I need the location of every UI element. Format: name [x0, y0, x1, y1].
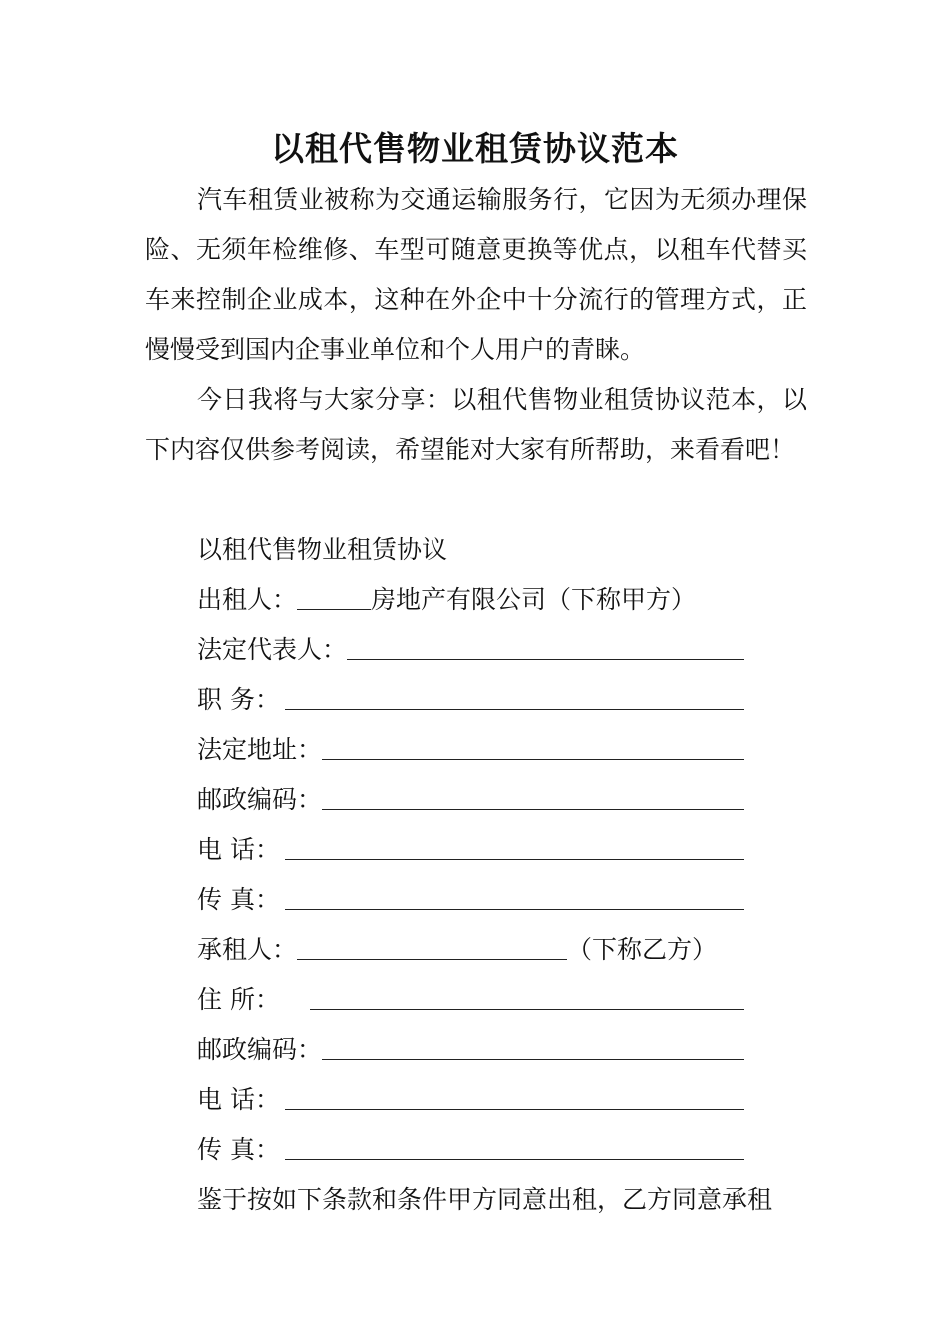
lessee-fax-line	[197, 1125, 744, 1175]
lessor-postcode-line	[197, 775, 744, 825]
field-label: 职 务：	[197, 685, 280, 714]
lessee-phone-line	[197, 1075, 744, 1125]
fill-blank	[310, 975, 744, 1010]
field-label: 传 真：	[197, 885, 280, 914]
fill-blank	[322, 725, 744, 760]
field-label: 电 话：	[197, 1085, 280, 1114]
lessee-label: 承租人：	[197, 935, 298, 964]
document-title: 以租代售物业租赁协议范本	[271, 129, 679, 168]
lessee-postcode-line	[197, 1025, 744, 1075]
fill-blank	[322, 1025, 744, 1060]
fill-blank	[285, 675, 744, 710]
field-label: 传 真：	[197, 1135, 280, 1164]
lessor-company-suffix: 房地产有限公司（下称甲方）	[371, 585, 697, 614]
fill-blank	[285, 1075, 744, 1110]
fill-blank	[322, 775, 744, 810]
fill-blank	[285, 1125, 744, 1160]
intro-paragraph: 汽车租赁业被称为交通运输服务行，它因为无须办理保险、无须年检维修、车型可随意更换等优点，以租车代替买车来控制企业成本，这种在外企中十分流行的管理方式，正慢慢受到国内企事业单位和个人用户的青睐。	[145, 185, 807, 364]
fill-blank	[347, 625, 744, 660]
lessor-line	[197, 575, 696, 625]
field-label: 法定地址：	[197, 735, 323, 764]
lessor-label: 出租人：	[197, 585, 298, 614]
lessee-suffix: （下称乙方）	[567, 935, 718, 964]
lessor-address-line	[197, 725, 744, 775]
lessee-residence-line	[197, 975, 744, 1025]
field-label: 邮政编码：	[197, 1035, 323, 1064]
lessor-fax-line	[197, 875, 744, 925]
field-label: 电 话：	[197, 835, 280, 864]
field-label: 住 所：	[197, 985, 280, 1014]
lessee-name-blank	[297, 925, 567, 960]
lessor-phone-line	[197, 825, 744, 875]
lessor-legal-rep-line	[197, 625, 744, 675]
agreement-heading: 以租代售物业租赁协议	[197, 535, 448, 564]
field-label: 法定代表人：	[197, 635, 348, 664]
fill-blank	[285, 875, 744, 910]
share-paragraph: 今日我将与大家分享：以租代售物业租赁协议范本，以下内容仅供参考阅读，希望能对大家有所帮助，来看看吧！	[145, 385, 807, 464]
fill-blank	[285, 825, 744, 860]
lessee-line	[197, 925, 717, 975]
closing-line: 鉴于按如下条款和条件甲方同意出租，乙方同意承租	[197, 1185, 773, 1214]
field-label: 邮政编码：	[197, 785, 323, 814]
lessor-position-line	[197, 675, 744, 725]
lessor-name-blank	[297, 575, 371, 610]
